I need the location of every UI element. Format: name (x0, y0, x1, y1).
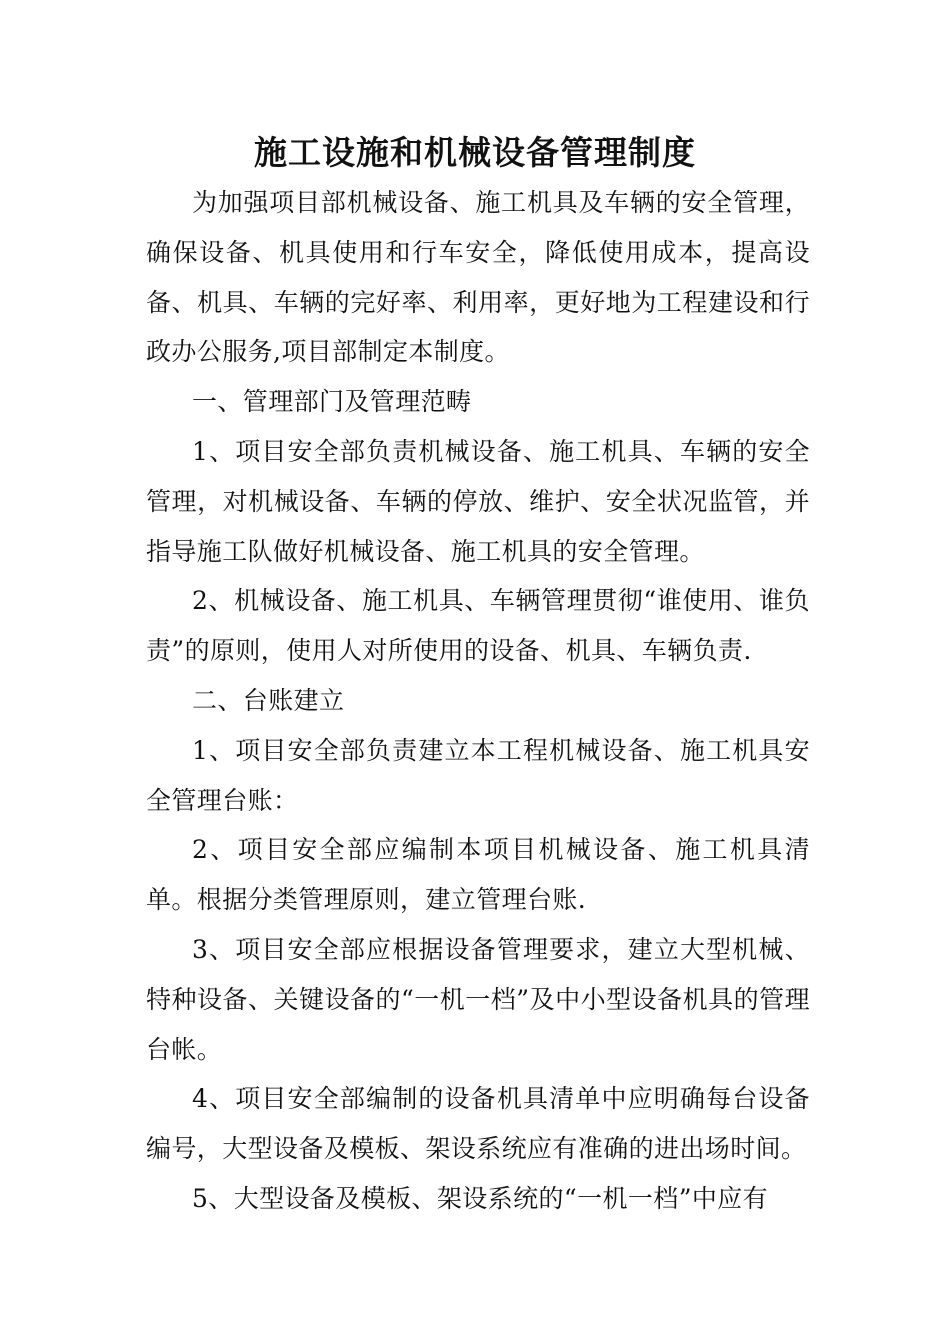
paragraph-item: 4、项目安全部编制的设备机具清单中应明确每台设备编号，大型设备及模板、架设系统应有准确的进出场时间。 (146, 1084, 810, 1164)
paragraph-intro: 为加强项目部机械设备、施工机具及车辆的安全管理，确保设备、机具使用和行车安全，降低使用成本，提高设备、机具、车辆的完好率、利用率，更好地为工程建设和行政办公服务,项目部制定本制度。 (146, 188, 810, 367)
section-heading-management-scope: 一、管理部门及管理范畴 (192, 387, 472, 417)
paragraph-item: 1、项目安全部负责机械设备、施工机具、车辆的安全管理，对机械设备、车辆的停放、维护、安全状况监管，并指导施工队做好机械设备、施工机具的安全管理。 (146, 436, 810, 566)
document-title: 施工设施和机械设备管理制度 (254, 133, 696, 172)
paragraph-item: 5、大型设备及模板、架设系统的“一机一档”中应有 (192, 1183, 769, 1213)
document-body (146, 178, 810, 1224)
section-heading-ledger: 二、台账建立 (192, 685, 345, 715)
paragraph-item: 3、项目安全部应根据设备管理要求，建立大型机械、特种设备、关键设备的“一机一档”及中小型设备机具的管理台帐。 (146, 934, 810, 1064)
paragraph-item: 1、项目安全部负责建立本工程机械设备、施工机具安全管理台账： (146, 735, 810, 815)
paragraph-item: 2、项目安全部应编制本项目机械设备、施工机具清单。根据分类管理原则，建立管理台账. (146, 835, 810, 915)
paragraph-item: 2、机械设备、施工机具、车辆管理贯彻“谁使用、谁负责”的原则，使用人对所使用的设备、机具、车辆负责. (146, 586, 810, 666)
